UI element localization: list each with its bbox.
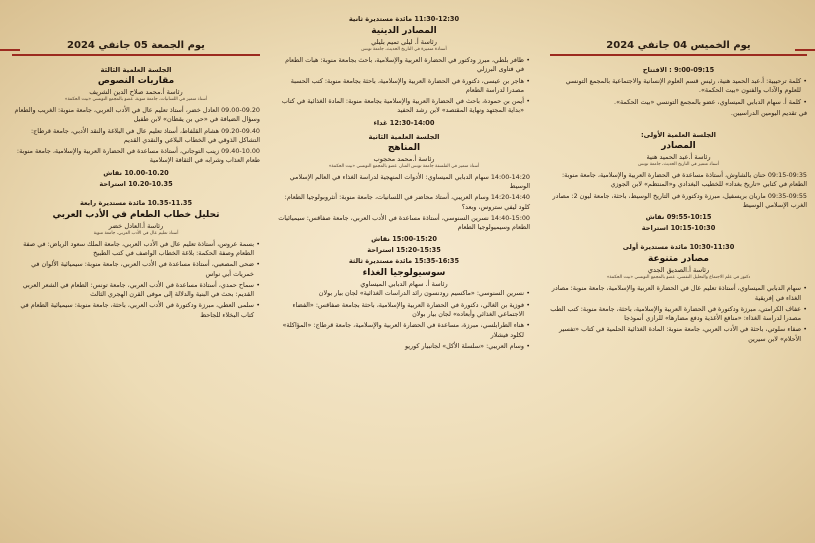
list-item: • كلمة أ. سهام الدبابي الميساوي، عضو بالمجمع التونسي «بيت الحكمة». bbox=[550, 98, 807, 107]
roundtable-time: 15:35-16:35 مائدة مستديرة ثالثة bbox=[348, 257, 460, 266]
session-chair: رئاسة أ.محمد صلاح الدين الشريف bbox=[89, 88, 183, 96]
session-chair: رئاسة أ.محمد محجوب bbox=[373, 154, 435, 163]
list-item: • أيمن بن حمودة، باحث في الحضارة العربية والإسلامية بجامعة منوبة: المادة الغذائية في كتاب «بداية المجتهد ونهاية المقتصد» لابن رشد الحفيد bbox=[278, 97, 530, 116]
session-title: المصادر الدينية bbox=[371, 26, 437, 36]
list-item: • بسمة عروس، أستاذة تعليم عال في الأدب العربي، جامعة الملك سعود الرياض: في صفة الطعام وصفة الحكمة: بلاغة الخطاب الواصف في كتب الطبيخ bbox=[12, 240, 260, 259]
list-item: • هناء الطرابلسي، مبرزة، مساعدة في الحضارة العربية والإسلامية، جامعة قرطاج: «المؤاكلة» لكلود فيشلار bbox=[278, 321, 530, 340]
session-heading: الجلسة العلمية الثالثة bbox=[100, 66, 172, 74]
session-title: المصادر bbox=[661, 141, 696, 152]
list-item: • عفاف الكرامتي، مبرزة ودكتورة في الحضارة العربية والإسلامية، باحثة، جامعة منوبة: كتب الطب مصدرا لدراسة الغذاء: «منافع الأغذية ودفع مضارها» للرازي أنموذجا bbox=[550, 305, 807, 324]
list-item: • فوزية بن الغالي، دكتورة في الحضارة العربية والإسلامية، باحثة بجامعة صفاقس: «الفضاء الاجتماعي الغذائي وأبعاده» لجان بيار بولان bbox=[278, 301, 530, 320]
list-item: • سهام الدبابي الميساوي، أستاذة تعليم عال في الحضارة العربية والإسلامية، جامعة منوبة: مصادر الغذاء في إفريقية bbox=[550, 284, 807, 303]
discussion-time: 15:00-15:20 نقاش bbox=[371, 235, 437, 244]
list-item: 09.20-09.40 هشام القلفاط، أستاذ تعليم عال في البلاغة والنقد الأدبي، جامعة قرطاج: التشاكل الذوقي في الخطاب البلاغي والنقدي القديم bbox=[31, 126, 260, 144]
thursday-column bbox=[540, 0, 815, 543]
session-heading: الجلسة العلمية الثانية bbox=[368, 132, 440, 141]
list-item: • وسام العريبي: «سلسلة الأكل» لجانبيار كوريو bbox=[278, 342, 530, 351]
roundtable-time: 10:30-11:30 مائدة مستديرة أولى bbox=[622, 243, 735, 252]
list-item: في تقديم اليومين الدراسيين. bbox=[730, 108, 807, 117]
list-item: • سلمى العطي، مبرزة ودكتورة في الأدب العربي، باحثة، جامعة منوبة: سيميائية الطعام في كتاب البخلاء للجاحظ bbox=[12, 301, 260, 320]
session-title: مصادر متنوعة bbox=[648, 254, 709, 265]
session-title: المناهج bbox=[387, 142, 421, 153]
break-time: 10:15-10:30 استراحة bbox=[641, 224, 716, 233]
opening-time: 9:00-09:15 : الافتتاح bbox=[642, 66, 715, 74]
break-time: 15:20-15:35 استراحة bbox=[367, 246, 441, 255]
chair-affiliation: أستاذ تعليم عال في الأدب العربي، جامعة منوبة bbox=[93, 230, 179, 236]
list-item: 14:40-15:00 نسرين السنوسي، أستاذة مساعدة في الأدب العربي، جامعة صفاقس: سيميائيات الطعام وسيميولوجيا الطعام bbox=[278, 213, 530, 232]
list-item: • سماح حمدي، أستاذة مساعدة في الأدب العربي، جامعة تونس: الطعام في الشعر العربي القديم: بحث في البنية والدلالة إلى موفى القرن الهجري الثالث bbox=[12, 281, 260, 300]
list-item: 09.40-10.00 زينب التوجاني، أستاذة مساعدة في الحضارة العربية والإسلامية، جامعة منوبة: طعام العذاب وشرابه في الثقافة الإسلامية bbox=[16, 147, 260, 165]
day-heading-thursday: يوم الخميس 04 جانفي 2024 bbox=[550, 38, 807, 56]
list-item: 14:20-14:40 وسام العريبي، أستاذ محاضر في اللسانيات، جامعة منوبة: أنثروبولوجيا الطعام: كلود ليفي ستروس، وبعد؟ bbox=[284, 193, 530, 211]
list-item: 14:00-14:20 سهام الدبابي الميساوي: الأدوات المنهجية لدراسة الغذاء في العالم الإسلامي الوسيط bbox=[289, 172, 530, 190]
friday-column bbox=[0, 0, 270, 543]
session-chair: رئاسة أ. ليلى تميم بليلي bbox=[371, 38, 437, 46]
session-heading: الجلسة العلمية الأولى: bbox=[640, 131, 717, 140]
discussion-time: 10.00-10.20 نقاش bbox=[103, 168, 169, 177]
list-item: • ضحى المصعبي، أستاذة مساعدة في الأدب العربي، جامعة منوبة: سيميائية الألوان في خمريات أبي نواس bbox=[12, 260, 260, 279]
session-chair: رئاسة أ.الصديق الجدي bbox=[647, 266, 710, 275]
list-item: 09:35-09:55 ماريان بريسفيل، مبرزة ودكتورة في التاريخ الوسيط، باحثة، جامعة ليون 2: مصادر الغرب الإسلامي الوسيط bbox=[552, 191, 807, 209]
roundtable-time: 10.35-11.35 مائدة مستديرة رابعة bbox=[79, 198, 193, 207]
list-item: 09:15-09:35 حنان بالشاوش، أستاذة مساعدة في الحضارة العربية والإسلامية، جامعة منوبة: الطعام في كتابي «تاريخ بغداد» للخطيب البغدادي و«المنتظم» لابن الجوزي bbox=[561, 171, 807, 189]
session-title: سوسيولوجيا الغذاء bbox=[362, 268, 446, 279]
lunch-time: 12:30-14:00 غداء bbox=[373, 118, 435, 127]
chair-affiliation: أستاذة متميزة في التاريخ الحديث، جامعة تونس bbox=[361, 47, 447, 52]
list-item: 09.00-09.20 العادل خضر، أستاذ تعليم عال في الأدب العربي، جامعة منوبة: الغريب والطعام وسؤال الضيافة في «حي بن يقظان» لابن طفيل bbox=[14, 106, 260, 124]
chair-affiliation: أستاذ متميز في الفلسفة جامعة تونس المنار، عضو بالمجمع التونسي «بيت الحكمة» bbox=[328, 163, 480, 169]
chair-affiliation: أستاذ متميز في التاريخ الحديث، جامعة تونس bbox=[638, 162, 719, 168]
session-chair: رئاسة أ. سهام الدبابي الميساوي bbox=[360, 280, 448, 289]
list-item: • كلمة ترحيبية: أ.عبد الحميد هنية، رئيس قسم العلوم الإنسانية والاجتماعية بالمجمع التونسي للعلوم والآداب والفنون «بيت الحكمة». bbox=[550, 77, 807, 96]
thursday-continued-column bbox=[270, 0, 540, 543]
list-item: • نسرين السنوسي: «ماكسيم رودنسون رائد الدراسات الغذائية» لجان بيار بولان bbox=[278, 289, 530, 298]
discussion-time: 09:55-10:15 نقاش bbox=[645, 213, 712, 222]
session-title: تحليل خطاب الطعام في الأدب العربي bbox=[52, 209, 220, 220]
day-heading-friday: يوم الجمعة 05 جانفي 2024 bbox=[12, 38, 260, 56]
session-title: مقاربات النصوص bbox=[97, 76, 175, 86]
list-item: • هاجر بن عيسى، دكتورة في الحضارة العربية والإسلامية، باحثة بجامعة منوبة: كتب الحسبة مصدرا لدراسة الطعام bbox=[278, 77, 530, 96]
chair-affiliation: دكتور في علم الاجتماع والتحليل النفسي، عضو بالمجمع التونسي «بيت الحكمة» bbox=[606, 275, 751, 281]
session-chair: رئاسة أ.عبد الحميد هنية bbox=[646, 153, 711, 162]
session-chair: رئاسة أ.العادل خضر bbox=[108, 221, 164, 230]
list-item: • ظافر بلطي، مبرز ودكتور في الحضارة العربية والإسلامية، باحث بجامعة منوبة: هبات الطعام في فتاوى البرزلي bbox=[278, 56, 530, 75]
list-item: • صفاء سلوتي، باحثة في الأدب العربي، جامعة منوبة: المادة الغذائية الحلمية في كتاب «تفسير الأحلام» لابن سيرين bbox=[550, 325, 807, 344]
chair-affiliation: أستاذ متميز في اللسانيات، جامعة منوبة، عضو بالمجمع التونسي «بيت الحكمة» bbox=[64, 97, 208, 102]
break-time: 10.20-10.35 استراحة bbox=[99, 179, 173, 188]
roundtable-time: 11:30-12:30 مائدة مستديرة ثانية bbox=[348, 15, 460, 23]
